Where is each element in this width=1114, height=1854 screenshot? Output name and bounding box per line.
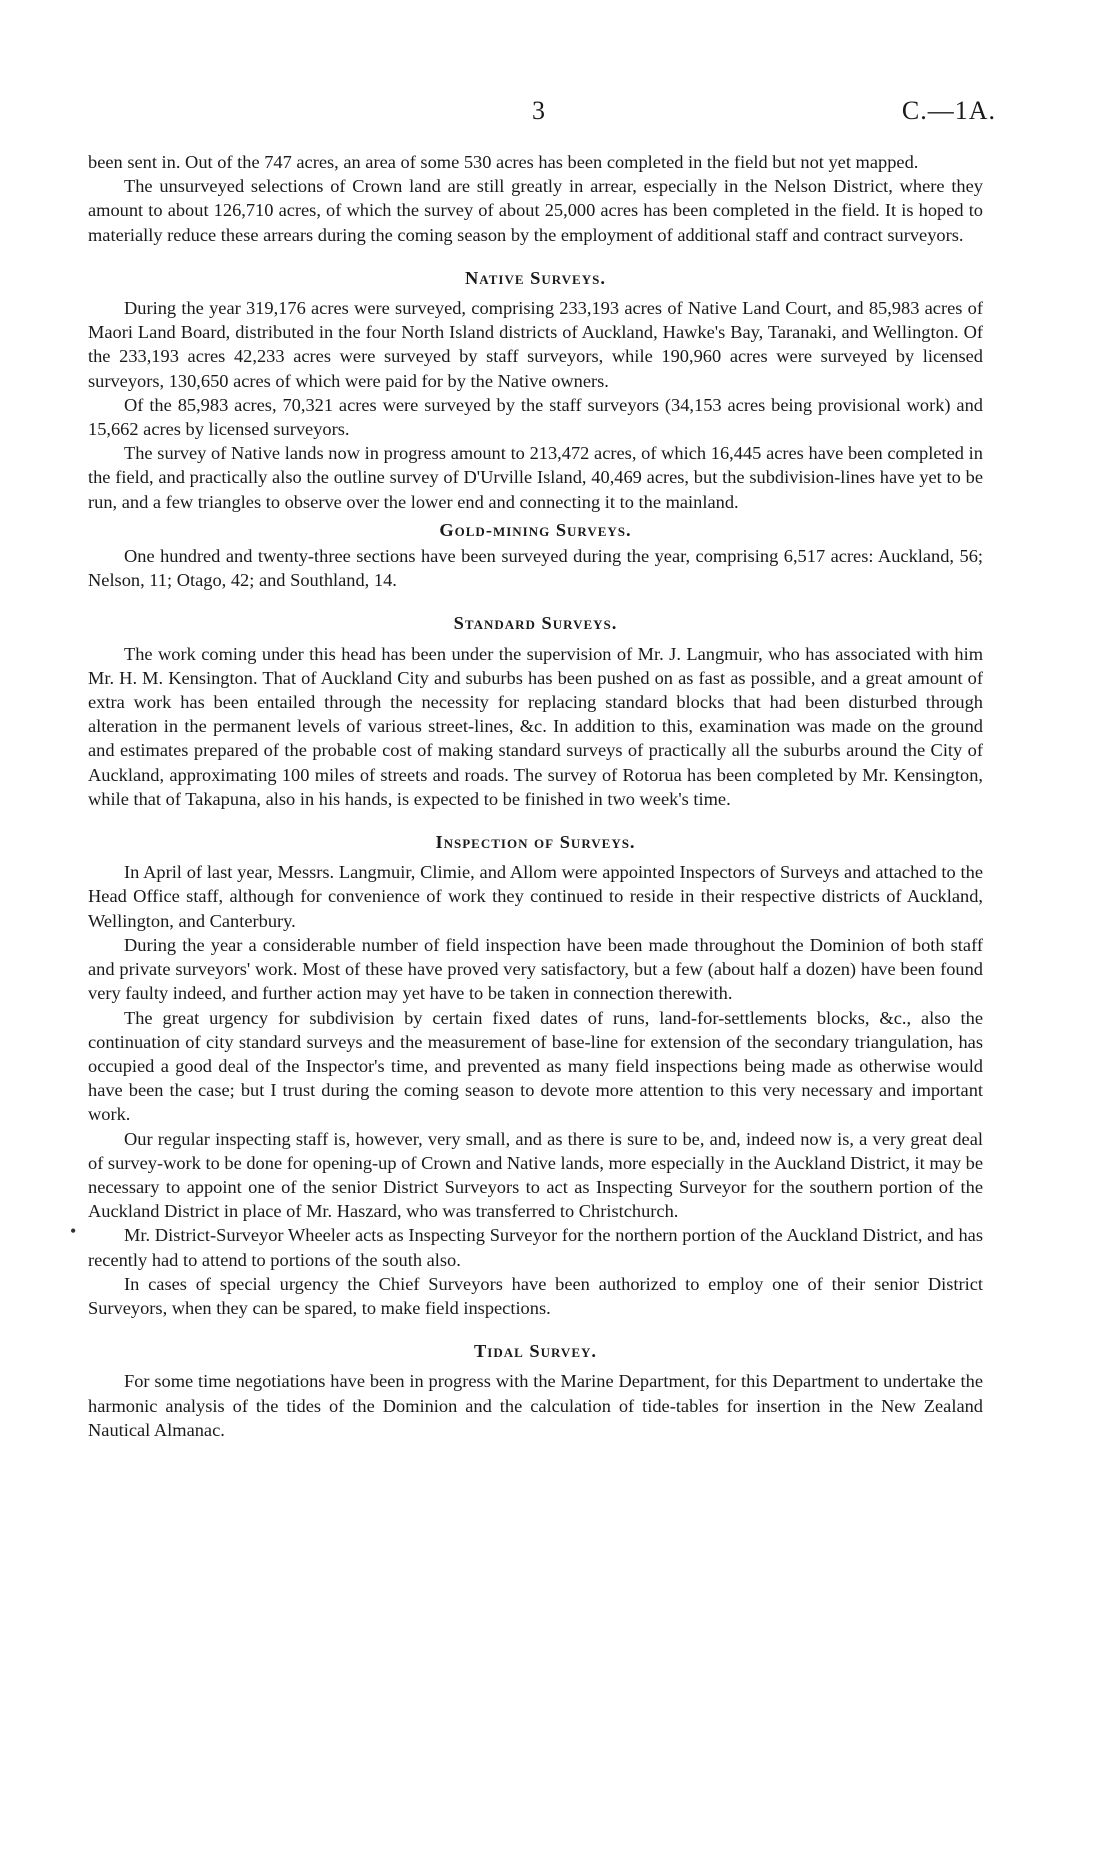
margin-bullet-mark: • [70,1221,77,1241]
document-code: C.—1A. [901,96,996,125]
paragraph-native-1: During the year 319,176 acres were surveyed, comprising 233,193 acres of Native Land Court, and 85,983 acres of Maori Land Board, distributed in the four North Island districts of Auckland, Hawke's Bay, Taranaki, and Wellington. Of the 233,193 acres 42,233 acres were surveyed by staff surveyors, while 190,960 acres were surveyed by licensed surveyors, 130,650 acres of which were paid for by the Native owners. [88,298,983,391]
paragraph-standard-1: The work coming under this head has been under the supervision of Mr. J. Langmuir, who has associated with him Mr. H. M. Kensington. That of Auckland City and suburbs has been pushed on as fast as possible, and a great amount of extra work has been entailed through the necessity for replacing standard blocks that had been disturbed through alteration in the permanent levels of various street-lines, &c. In addition to this, examination was made on the ground and estimates prepared of the probable cost of making standard surveys of practically all the suburbs around the City of Auckland, approximating 100 miles of streets and roads. The survey of Rotorua has been completed by Mr. Kensington, while that of Takapuna, also in his hands, is expected to be finished in two week's time. [88,643,983,809]
page-number: 3 [532,96,545,125]
paragraph-unsurveyed-selections: The unsurveyed selections of Crown land are still greatly in arrear, especially in the Nelson District, where they amount to about 126,710 acres, of which the survey of about 25,000 acres has been completed in the field. It is hoped to materially reduce these arrears during the coming season by the employment of additional staff and contract surveyors. [88,176,983,245]
paragraph-inspection-1: In April of last year, Messrs. Langmuir, Climie, and Allom were appointed Inspectors of Surveys and attached to the Head Office staff, although for convenience of work they continued to reside in their respective districts of Auckland, Wellington, and Canterbury. [88,862,983,931]
paragraph-inspection-5: Mr. District-Surveyor Wheeler acts as Inspecting Surveyor for the northern portion of the Auckland District, and has recently had to attend to portions of the south also. [88,1225,983,1270]
heading-gold-mining-surveys: Gold-mining Surveys. [439,519,632,540]
paragraph-inspection-2: During the year a considerable number of field inspection have been made throughout the Dominion of both staff and private surveyors' work. Most of these have proved very satisfactory, but a few (about half a dozen) have been found very faulty indeed, and further action may yet have to be taken in connection therewith. [88,934,983,1004]
paragraph-inspection-3: The great urgency for subdivision by certain fixed dates of runs, land-for-settlements blocks, &c., also the continuation of city standard surveys and the measurement of base-line for extension of the secondary triangulation, has occupied a good deal of the Inspector's time, and prevented as many field inspections being made as otherwise would have been the case; but I trust during the coming season to devote more attention to this very necessary and important work. [88,1007,983,1125]
paragraph-tidal-1: For some time negotiations have been in progress with the Marine Department, for this Department to undertake the harmonic analysis of the tides of the Dominion and the calculation of tide-tables for insertion in the New Zealand Nautical Almanac. [88,1371,983,1440]
heading-standard-surveys: Standard Surveys. [453,613,618,634]
heading-native-surveys: Native Surveys. [465,267,606,288]
paragraph-inspection-4: Our regular inspecting staff is, however, very small, and as there is sure to be, and, indeed now is, a very great deal of survey-work to be done for opening-up of Crown and Native lands, more especially in the Auckland District, it may be necessary to appoint one of the senior District Surveyors to act as Inspecting Surveyor for the southern portion of the Auckland District in place of Mr. Haszard, who was transferred to Christchurch. [88,1128,983,1222]
paragraph-gold-mining-1: One hundred and twenty-three sections have been surveyed during the year, comprising 6,517 acres: Auckland, 56; Nelson, 11; Otago, 42; and Southland, 14. [88,546,983,591]
paragraph-native-2: Of the 85,983 acres, 70,321 acres were surveyed by the staff surveyors (34,153 acres being provisional work) and 15,662 acres by licensed surveyors. [88,394,983,440]
heading-inspection-of-surveys: Inspection of Surveys. [435,832,636,853]
paragraph-inspection-6: In cases of special urgency the Chief Surveyors have been authorized to employ one of their senior District Surveyors, when they can be spared, to make field inspections. [88,1273,983,1318]
page-header [0,96,1114,136]
body-text [88,150,983,1442]
paragraph-native-3: The survey of Native lands now in progress amount to 213,472 acres, of which 16,445 acres have been completed in the field, and practically also the outline survey of D'Urville Island, 40,469 acres, but the subdivision-lines have yet to be run, and a few triangles to observe over the lower end and connecting it to the mainland. [88,443,983,512]
heading-tidal-survey: Tidal Survey. [474,1341,597,1362]
paragraph-continued: been sent in. Out of the 747 acres, an area of some 530 acres has been completed in the field but not yet mapped. [88,152,919,172]
